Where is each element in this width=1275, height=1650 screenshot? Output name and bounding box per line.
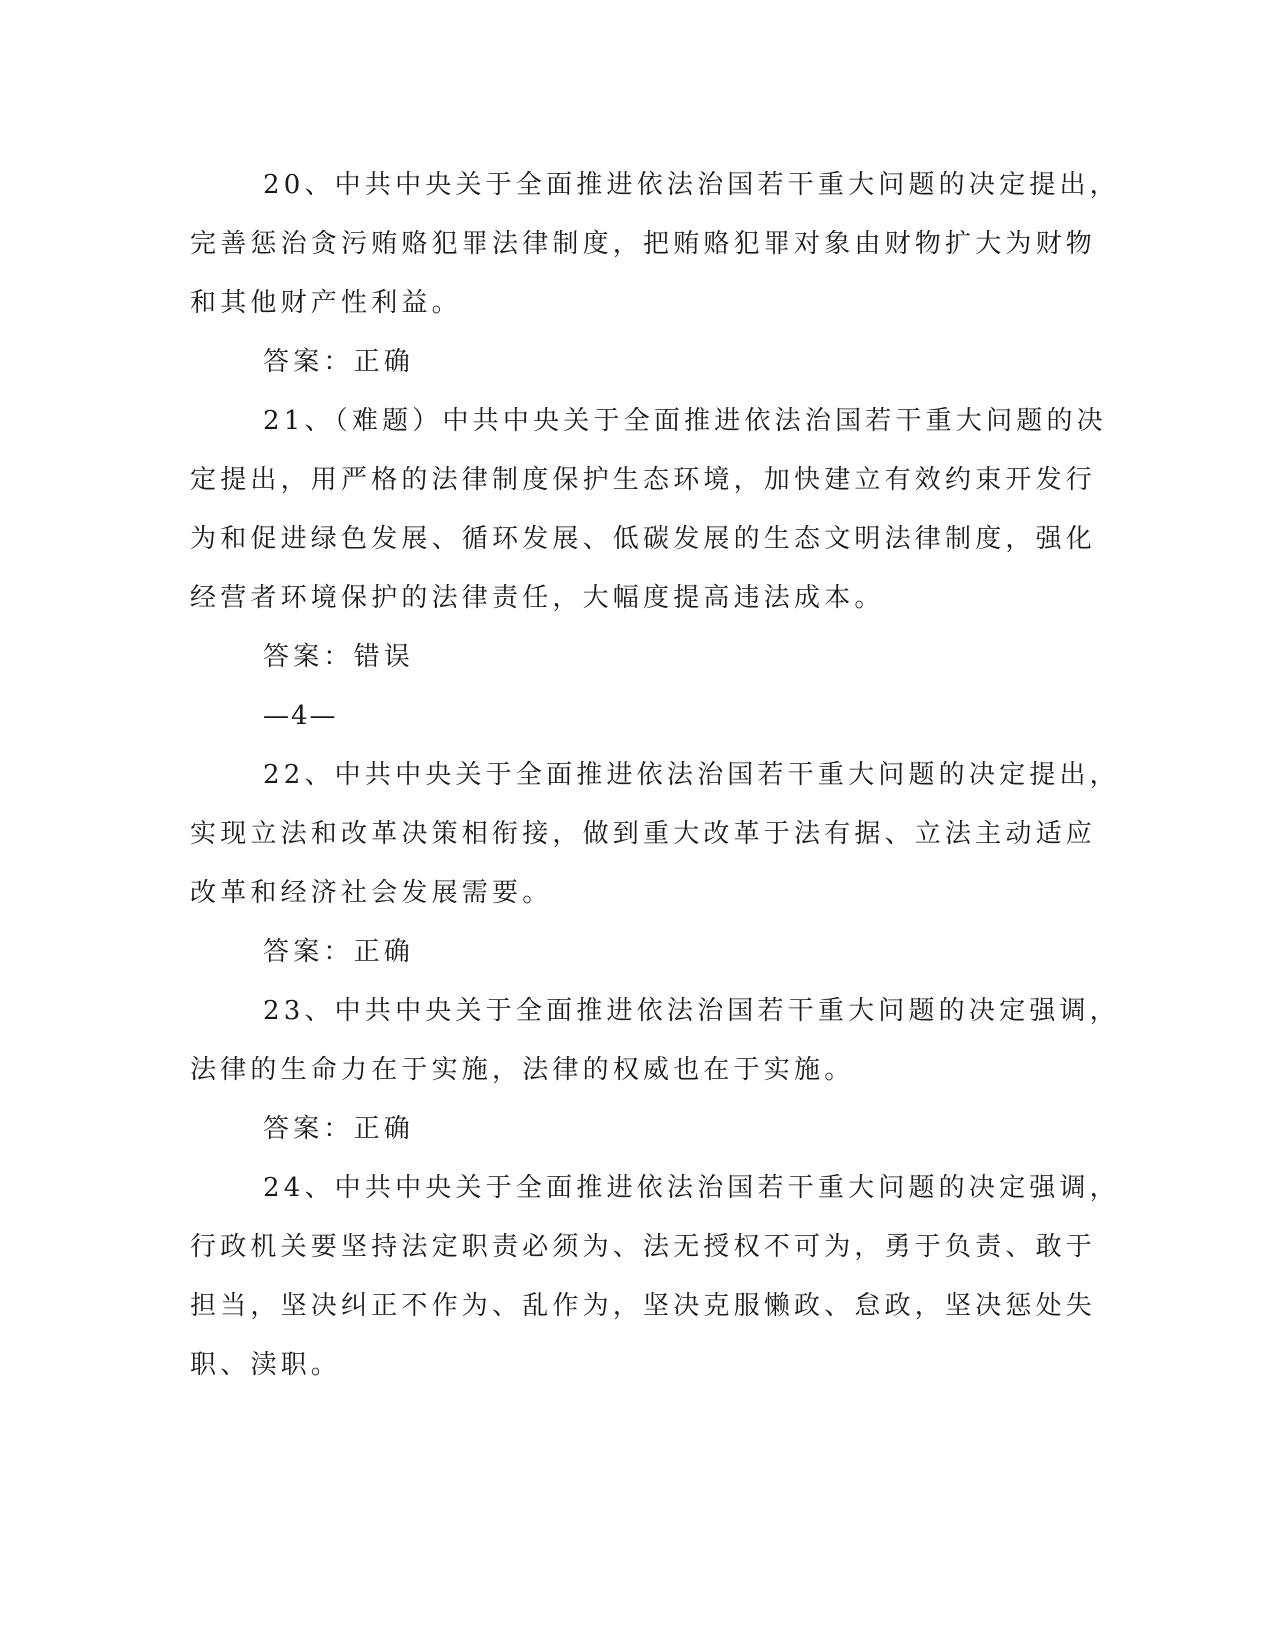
question-text-line: 为和促进绿色发展、循环发展、低碳发展的生态文明法律制度，强化: [190, 524, 1097, 554]
answer-line: 答案：正确: [263, 1114, 415, 1144]
question-24: [190, 1159, 1120, 1395]
question-20: [190, 156, 1120, 392]
question-23: [190, 982, 1120, 1159]
question-text-line: 22、中共中央关于全面推进依法治国若干重大问题的决定提出，: [263, 760, 1120, 790]
question-22: [190, 746, 1120, 982]
answer-line: 答案：错误: [263, 642, 415, 672]
question-text-line: 法律的生命力在于实施，法律的权威也在于实施。: [190, 1055, 855, 1085]
question-21: [190, 392, 1107, 687]
question-text-line: 24、中共中央关于全面推进依法治国若干重大问题的决定强调，: [263, 1173, 1120, 1203]
question-text-line: 担当，坚决纠正不作为、乱作为，坚决克服懒政、怠政，坚决惩处失: [190, 1291, 1097, 1321]
question-text-line: 职、渎职。: [190, 1350, 342, 1380]
answer-line: 答案：正确: [263, 347, 415, 377]
question-text-line: 21、（难题）中共中央关于全面推进依法治国若干重大问题的决: [263, 406, 1107, 436]
question-text-line: 经营者环境保护的法律责任，大幅度提高违法成本。: [190, 583, 885, 613]
question-text-line: 定提出，用严格的法律制度保护生态环境，加快建立有效约束开发行: [190, 465, 1097, 495]
page-number: —4—: [263, 701, 338, 731]
page-content: [190, 156, 1120, 1395]
question-text-line: 和其他财产性利益。: [190, 288, 462, 318]
question-text-line: 20、中共中央关于全面推进依法治国若干重大问题的决定提出，: [263, 170, 1120, 200]
answer-line: 答案：正确: [263, 937, 415, 967]
question-text-line: 23、中共中央关于全面推进依法治国若干重大问题的决定强调，: [263, 996, 1120, 1026]
question-text-line: 完善惩治贪污贿赂犯罪法律制度，把贿赂犯罪对象由财物扩大为财物: [190, 229, 1097, 259]
question-text-line: 实现立法和改革决策相衔接，做到重大改革于法有据、立法主动适应: [190, 819, 1097, 849]
question-text-line: 行政机关要坚持法定职责必须为、法无授权不可为，勇于负责、敢于: [190, 1232, 1097, 1262]
question-text-line: 改革和经济社会发展需要。: [190, 878, 553, 908]
